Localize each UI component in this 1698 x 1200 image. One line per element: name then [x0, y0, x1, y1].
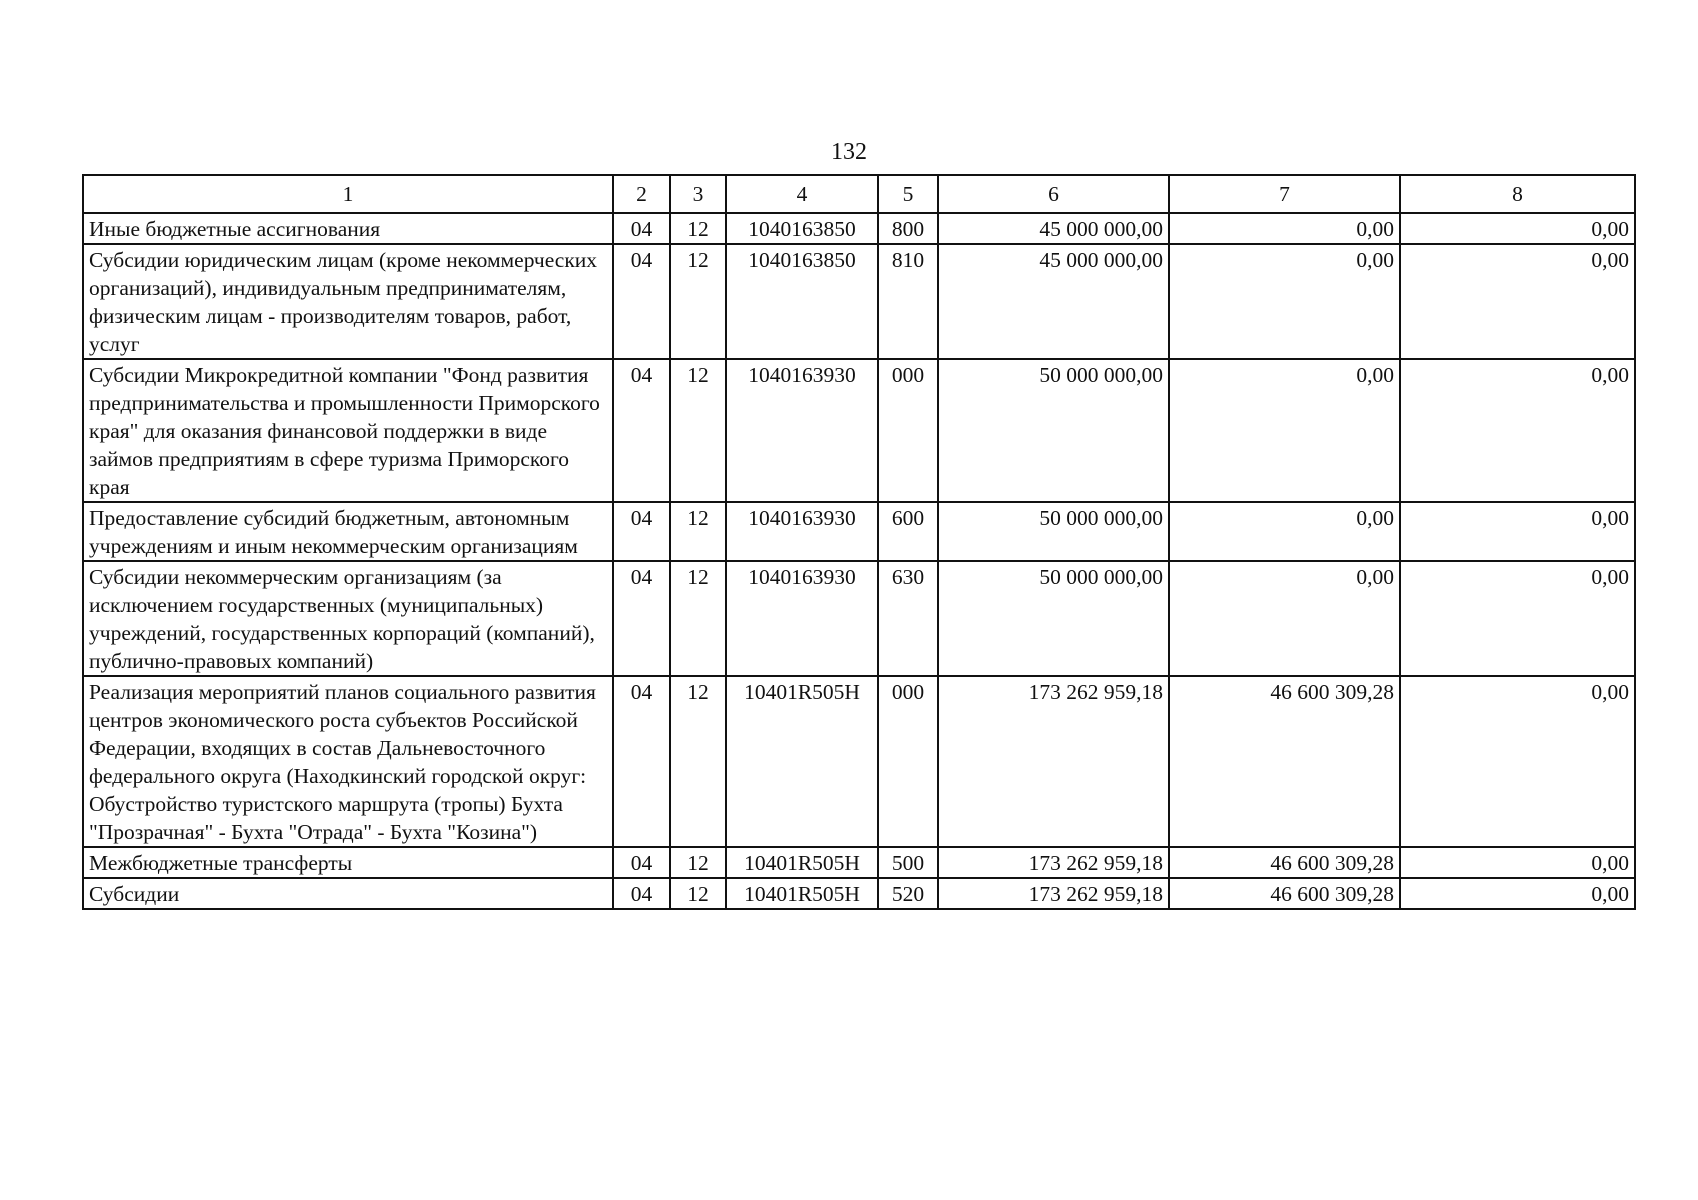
- column-header: 1: [83, 175, 613, 213]
- expense-type-code: 520: [878, 878, 938, 909]
- expense-type-code: 500: [878, 847, 938, 878]
- section-code: 04: [613, 213, 670, 244]
- amount-col-6: 50 000 000,00: [938, 561, 1169, 676]
- table-row: [83, 878, 1635, 909]
- table-row: [83, 359, 1635, 502]
- subsection-code: 12: [670, 359, 726, 502]
- column-header: 5: [878, 175, 938, 213]
- amount-col-7: 0,00: [1169, 502, 1400, 561]
- amount-col-8: 0,00: [1400, 878, 1635, 909]
- target-article-code: 10401R505H: [726, 878, 878, 909]
- amount-col-8: 0,00: [1400, 213, 1635, 244]
- amount-col-8: 0,00: [1400, 244, 1635, 359]
- row-name: Субсидии юридическим лицам (кроме некоммерческих организаций), индивидуальным предпринимателям, физическим лицам - производителям товаров, работ, услуг: [83, 244, 613, 359]
- target-article-code: 1040163850: [726, 244, 878, 359]
- budget-table: [82, 174, 1636, 910]
- amount-col-8: 0,00: [1400, 561, 1635, 676]
- section-code: 04: [613, 847, 670, 878]
- target-article-code: 1040163930: [726, 561, 878, 676]
- subsection-code: 12: [670, 878, 726, 909]
- target-article-code: 10401R505H: [726, 676, 878, 847]
- amount-col-8: 0,00: [1400, 502, 1635, 561]
- amount-col-6: 173 262 959,18: [938, 878, 1169, 909]
- subsection-code: 12: [670, 676, 726, 847]
- header-row: [83, 175, 1635, 213]
- row-name: Реализация мероприятий планов социального развития центров экономического роста субъектов Российской Федерации, входящих в состав Дальневосточного федерального округа (Находкинский городской округ: Обустройство туристского маршрута (тропы) Бухта "Прозрачная" - Бухта "Отрада" - Бухта "Козина"): [83, 676, 613, 847]
- amount-col-6: 50 000 000,00: [938, 359, 1169, 502]
- section-code: 04: [613, 502, 670, 561]
- expense-type-code: 000: [878, 359, 938, 502]
- amount-col-8: 0,00: [1400, 676, 1635, 847]
- row-name: Субсидии некоммерческим организациям (за исключением государственных (муниципальных) учреждений, государственных корпораций (компаний), публично-правовых компаний): [83, 561, 613, 676]
- column-header: 8: [1400, 175, 1635, 213]
- amount-col-7: 0,00: [1169, 561, 1400, 676]
- table-row: [83, 676, 1635, 847]
- section-code: 04: [613, 244, 670, 359]
- amount-col-6: 50 000 000,00: [938, 502, 1169, 561]
- expense-type-code: 800: [878, 213, 938, 244]
- amount-col-8: 0,00: [1400, 359, 1635, 502]
- amount-col-6: 45 000 000,00: [938, 244, 1169, 359]
- amount-col-8: 0,00: [1400, 847, 1635, 878]
- target-article-code: 1040163930: [726, 359, 878, 502]
- section-code: 04: [613, 359, 670, 502]
- table-row: [83, 847, 1635, 878]
- amount-col-7: 0,00: [1169, 359, 1400, 502]
- row-name: Предоставление субсидий бюджетным, автономным учреждениям и иным некоммерческим организациям: [83, 502, 613, 561]
- target-article-code: 1040163930: [726, 502, 878, 561]
- row-name: Межбюджетные трансферты: [83, 847, 613, 878]
- table-row: [83, 561, 1635, 676]
- expense-type-code: 810: [878, 244, 938, 359]
- subsection-code: 12: [670, 213, 726, 244]
- subsection-code: 12: [670, 502, 726, 561]
- amount-col-7: 0,00: [1169, 213, 1400, 244]
- column-header: 3: [670, 175, 726, 213]
- table-row: [83, 244, 1635, 359]
- amount-col-6: 173 262 959,18: [938, 676, 1169, 847]
- amount-col-7: 46 600 309,28: [1169, 878, 1400, 909]
- section-code: 04: [613, 878, 670, 909]
- row-name: Субсидии Микрокредитной компании "Фонд развития предпринимательства и промышленности Приморского края" для оказания финансовой поддержки в виде займов предприятиям в сфере туризма Приморского края: [83, 359, 613, 502]
- amount-col-6: 173 262 959,18: [938, 847, 1169, 878]
- column-header: 7: [1169, 175, 1400, 213]
- expense-type-code: 000: [878, 676, 938, 847]
- page-number: 132: [831, 139, 867, 165]
- column-header: 2: [613, 175, 670, 213]
- column-header: 6: [938, 175, 1169, 213]
- column-header: 4: [726, 175, 878, 213]
- expense-type-code: 600: [878, 502, 938, 561]
- amount-col-6: 45 000 000,00: [938, 213, 1169, 244]
- subsection-code: 12: [670, 561, 726, 676]
- section-code: 04: [613, 561, 670, 676]
- target-article-code: 1040163850: [726, 213, 878, 244]
- row-name: Иные бюджетные ассигнования: [83, 213, 613, 244]
- table-row: [83, 213, 1635, 244]
- section-code: 04: [613, 676, 670, 847]
- amount-col-7: 46 600 309,28: [1169, 847, 1400, 878]
- amount-col-7: 46 600 309,28: [1169, 676, 1400, 847]
- subsection-code: 12: [670, 847, 726, 878]
- expense-type-code: 630: [878, 561, 938, 676]
- subsection-code: 12: [670, 244, 726, 359]
- row-name: Субсидии: [83, 878, 613, 909]
- amount-col-7: 0,00: [1169, 244, 1400, 359]
- table-row: [83, 502, 1635, 561]
- target-article-code: 10401R505H: [726, 847, 878, 878]
